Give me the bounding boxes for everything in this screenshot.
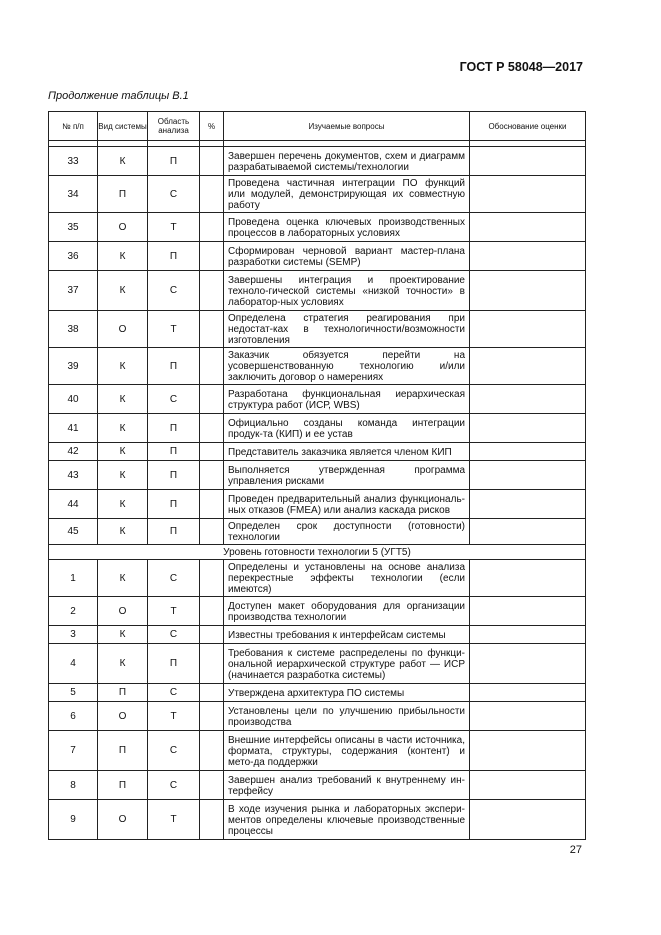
analysis-area-cell: С xyxy=(148,385,200,414)
table-row xyxy=(49,771,586,800)
system-type-cell: О xyxy=(98,597,148,626)
question-cell: Определена стратегия реагирования при недостат-ках в технологичности/возможности изготовления xyxy=(224,311,470,348)
analysis-area-cell: С xyxy=(148,176,200,213)
system-type-cell: К xyxy=(98,560,148,597)
question-cell: Завершены интеграция и проектирование техноло-гической системы «низкой точности» в лаборатор-ных условиях xyxy=(224,271,470,311)
system-type-cell: К xyxy=(98,147,148,176)
col-header-justification: Обоснование оценки xyxy=(470,112,586,141)
justification-cell xyxy=(470,414,586,443)
row-number: 33 xyxy=(49,147,98,176)
justification-cell xyxy=(470,702,586,731)
analysis-area-cell: П xyxy=(148,147,200,176)
analysis-area-cell: Т xyxy=(148,702,200,731)
question-cell: Представитель заказчика является членом КИП xyxy=(224,443,470,461)
question-cell: Заказчик обязуется перейти на усовершенствованную технологию и/или заключить договор о намерениях xyxy=(224,348,470,385)
row-number: 5 xyxy=(49,684,98,702)
system-type-cell: О xyxy=(98,311,148,348)
assessment-table xyxy=(48,111,586,840)
justification-cell xyxy=(470,560,586,597)
row-number: 7 xyxy=(49,731,98,771)
system-type-cell: О xyxy=(98,213,148,242)
system-type-cell: К xyxy=(98,242,148,271)
justification-cell xyxy=(470,271,586,311)
analysis-area-cell: П xyxy=(148,461,200,490)
analysis-area-cell: П xyxy=(148,490,200,519)
table-row xyxy=(49,461,586,490)
question-cell: Разработана функциональная иерархическая структура работ (ИСР, WBS) xyxy=(224,385,470,414)
question-cell: Выполняется утвержденная программа управления рисками xyxy=(224,461,470,490)
table-row xyxy=(49,385,586,414)
analysis-area-cell: Т xyxy=(148,213,200,242)
standard-header: ГОСТ Р 58048—2017 xyxy=(459,60,583,74)
analysis-area-cell: Т xyxy=(148,597,200,626)
table-body-ugt4 xyxy=(49,147,586,545)
table-row xyxy=(49,626,586,644)
system-type-cell: О xyxy=(98,702,148,731)
analysis-area-cell: С xyxy=(148,731,200,771)
justification-cell xyxy=(470,213,586,242)
percent-cell xyxy=(200,311,224,348)
percent-cell xyxy=(200,443,224,461)
question-cell: Проведен предварительный анализ функциональ-ных отказов (FMEA) или анализ каскада рисков xyxy=(224,490,470,519)
system-type-cell: К xyxy=(98,490,148,519)
question-cell: Проведена оценка ключевых производственных процессов в лабораторных условиях xyxy=(224,213,470,242)
justification-cell xyxy=(470,242,586,271)
row-number: 35 xyxy=(49,213,98,242)
row-number: 34 xyxy=(49,176,98,213)
percent-cell xyxy=(200,800,224,840)
percent-cell xyxy=(200,519,224,545)
col-header-system-type: Вид системы xyxy=(98,112,148,141)
percent-cell xyxy=(200,560,224,597)
percent-cell xyxy=(200,176,224,213)
percent-cell xyxy=(200,461,224,490)
row-number: 43 xyxy=(49,461,98,490)
question-cell: Определен срок доступности (готовности) технологии xyxy=(224,519,470,545)
system-type-cell: К xyxy=(98,519,148,545)
row-number: 6 xyxy=(49,702,98,731)
system-type-cell: К xyxy=(98,414,148,443)
table-caption: Продолжение таблицы В.1 xyxy=(48,90,189,102)
table-row xyxy=(49,490,586,519)
table-header-row xyxy=(49,112,586,141)
row-number: 37 xyxy=(49,271,98,311)
system-type-cell: О xyxy=(98,800,148,840)
percent-cell xyxy=(200,385,224,414)
row-number: 39 xyxy=(49,348,98,385)
table-row xyxy=(49,443,586,461)
analysis-area-cell: С xyxy=(148,271,200,311)
justification-cell xyxy=(470,771,586,800)
table-row xyxy=(49,242,586,271)
table-row xyxy=(49,213,586,242)
table-row xyxy=(49,800,586,840)
row-number: 9 xyxy=(49,800,98,840)
justification-cell xyxy=(470,311,586,348)
percent-cell xyxy=(200,626,224,644)
table-row xyxy=(49,684,586,702)
row-number: 2 xyxy=(49,597,98,626)
justification-cell xyxy=(470,385,586,414)
row-number: 44 xyxy=(49,490,98,519)
table-row xyxy=(49,644,586,684)
justification-cell xyxy=(470,147,586,176)
system-type-cell: К xyxy=(98,348,148,385)
row-number: 40 xyxy=(49,385,98,414)
table-row xyxy=(49,176,586,213)
analysis-area-cell: П xyxy=(148,519,200,545)
row-number: 8 xyxy=(49,771,98,800)
table-row xyxy=(49,147,586,176)
question-cell: Установлены цели по улучшению прибыльности производства xyxy=(224,702,470,731)
table-row xyxy=(49,311,586,348)
question-cell: Доступен макет оборудования для организации производства технологии xyxy=(224,597,470,626)
question-cell: Внешние интерфейсы описаны в части источника, формата, структуры, содержания (контент) и мето-да поддержки xyxy=(224,731,470,771)
question-cell: Утверждена архитектура ПО системы xyxy=(224,684,470,702)
question-cell: Завершен перечень документов, схем и диаграмм разрабатываемой системы/технологии xyxy=(224,147,470,176)
system-type-cell: К xyxy=(98,644,148,684)
analysis-area-cell: С xyxy=(148,684,200,702)
justification-cell xyxy=(470,597,586,626)
question-cell: Официально созданы команда интеграции продук-та (КИП) и ее устав xyxy=(224,414,470,443)
row-number: 45 xyxy=(49,519,98,545)
table-body-ugt5 xyxy=(49,560,586,840)
analysis-area-cell: П xyxy=(148,443,200,461)
justification-cell xyxy=(470,176,586,213)
system-type-cell: К xyxy=(98,626,148,644)
question-cell: Определены и установлены на основе анализа перекрестные эффекты технологии (если имеются) xyxy=(224,560,470,597)
percent-cell xyxy=(200,490,224,519)
percent-cell xyxy=(200,213,224,242)
table-row xyxy=(49,414,586,443)
col-header-questions: Изучаемые вопросы xyxy=(224,112,470,141)
analysis-area-cell: С xyxy=(148,626,200,644)
level-row xyxy=(49,545,586,560)
page-number: 27 xyxy=(569,844,582,856)
percent-cell xyxy=(200,771,224,800)
row-number: 42 xyxy=(49,443,98,461)
analysis-area-cell: П xyxy=(148,414,200,443)
table-row xyxy=(49,597,586,626)
percent-cell xyxy=(200,147,224,176)
table-row xyxy=(49,348,586,385)
question-cell: Проведена частичная интеграции ПО функций или модулей, демонстрирующая их совместную работу xyxy=(224,176,470,213)
justification-cell xyxy=(470,684,586,702)
row-number: 36 xyxy=(49,242,98,271)
row-number: 38 xyxy=(49,311,98,348)
percent-cell xyxy=(200,242,224,271)
question-cell: Известны требования к интерфейсам системы xyxy=(224,626,470,644)
question-cell: Требования к системе распределены по функци-ональной иерархической структуре работ — ИСР (начинается разработка системы) xyxy=(224,644,470,684)
row-number: 41 xyxy=(49,414,98,443)
analysis-area-cell: С xyxy=(148,771,200,800)
justification-cell xyxy=(470,490,586,519)
question-cell: Сформирован черновой вариант мастер-плана разработки системы (SEMP) xyxy=(224,242,470,271)
justification-cell xyxy=(470,461,586,490)
justification-cell xyxy=(470,800,586,840)
system-type-cell: П xyxy=(98,771,148,800)
analysis-area-cell: Т xyxy=(148,800,200,840)
row-number: 3 xyxy=(49,626,98,644)
system-type-cell: К xyxy=(98,443,148,461)
question-cell: Завершен анализ требований к внутреннему ин-терфейсу xyxy=(224,771,470,800)
analysis-area-cell: П xyxy=(148,242,200,271)
justification-cell xyxy=(470,626,586,644)
system-type-cell: К xyxy=(98,271,148,311)
row-number: 4 xyxy=(49,644,98,684)
analysis-area-cell: П xyxy=(148,348,200,385)
col-header-percent: % xyxy=(200,112,224,141)
system-type-cell: П xyxy=(98,731,148,771)
system-type-cell: К xyxy=(98,385,148,414)
row-number: 1 xyxy=(49,560,98,597)
table-row xyxy=(49,702,586,731)
table-row xyxy=(49,560,586,597)
justification-cell xyxy=(470,644,586,684)
analysis-area-cell: С xyxy=(148,560,200,597)
col-header-number: № п/п xyxy=(49,112,98,141)
justification-cell xyxy=(470,519,586,545)
system-type-cell: П xyxy=(98,684,148,702)
table-row xyxy=(49,731,586,771)
percent-cell xyxy=(200,731,224,771)
analysis-area-cell: П xyxy=(148,644,200,684)
percent-cell xyxy=(200,644,224,684)
analysis-area-cell: Т xyxy=(148,311,200,348)
system-type-cell: К xyxy=(98,461,148,490)
table-row xyxy=(49,519,586,545)
question-cell: В ходе изучения рынка и лабораторных экспери-ментов определены ключевые производственные процессы xyxy=(224,800,470,840)
percent-cell xyxy=(200,271,224,311)
percent-cell xyxy=(200,597,224,626)
percent-cell xyxy=(200,702,224,731)
justification-cell xyxy=(470,731,586,771)
col-header-analysis-area: Область анализа xyxy=(148,112,200,141)
percent-cell xyxy=(200,684,224,702)
level-title: Уровень готовности технологии 5 (УГТ5) xyxy=(49,545,586,560)
table-row xyxy=(49,271,586,311)
percent-cell xyxy=(200,348,224,385)
justification-cell xyxy=(470,348,586,385)
percent-cell xyxy=(200,414,224,443)
system-type-cell: П xyxy=(98,176,148,213)
justification-cell xyxy=(470,443,586,461)
